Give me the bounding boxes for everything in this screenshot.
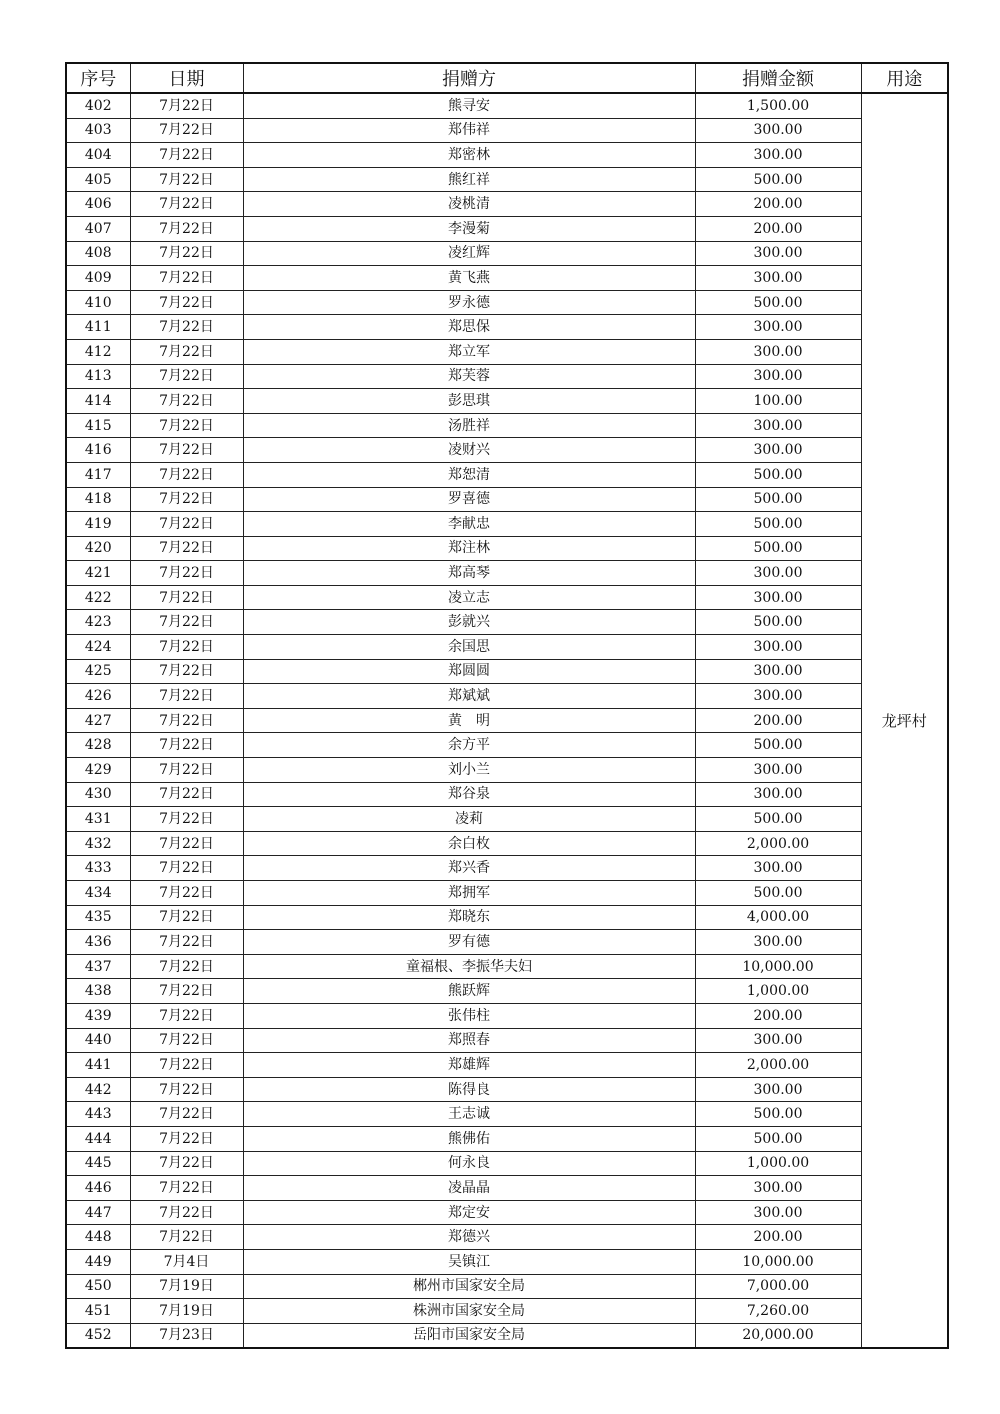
cell-donor: 熊红祥 [243, 167, 695, 192]
cell-date: 7月22日 [130, 831, 243, 856]
cell-amount: 1,000.00 [695, 1151, 861, 1176]
table-row [66, 659, 948, 684]
cell-seq: 428 [66, 733, 130, 758]
cell-seq: 412 [66, 339, 130, 364]
cell-donor: 王志诚 [243, 1102, 695, 1127]
cell-amount: 20,000.00 [695, 1323, 861, 1348]
cell-date: 7月22日 [130, 684, 243, 709]
cell-date: 7月22日 [130, 438, 243, 463]
cell-date: 7月22日 [130, 610, 243, 635]
table-row [66, 1200, 948, 1225]
cell-amount: 4,000.00 [695, 905, 861, 930]
table-row [66, 610, 948, 635]
table-row [66, 856, 948, 881]
table-row [66, 807, 948, 832]
cell-date: 7月22日 [130, 290, 243, 315]
cell-donor: 罗有德 [243, 930, 695, 955]
cell-date: 7月22日 [130, 93, 243, 118]
table-row [66, 881, 948, 906]
cell-donor: 凌财兴 [243, 438, 695, 463]
cell-amount: 2,000.00 [695, 831, 861, 856]
cell-seq: 402 [66, 93, 130, 118]
cell-amount: 500.00 [695, 290, 861, 315]
table-row [66, 635, 948, 660]
table-row [66, 1274, 948, 1299]
table-header [66, 63, 948, 93]
cell-date: 7月22日 [130, 143, 243, 168]
cell-donor: 李漫菊 [243, 216, 695, 241]
cell-seq: 417 [66, 462, 130, 487]
header-usage: 用途 [861, 63, 948, 93]
cell-amount: 300.00 [695, 438, 861, 463]
table-row [66, 364, 948, 389]
cell-amount: 300.00 [695, 1077, 861, 1102]
cell-seq: 423 [66, 610, 130, 635]
cell-amount: 300.00 [695, 561, 861, 586]
cell-donor: 黄 明 [243, 708, 695, 733]
table-body [66, 93, 948, 1348]
table-row [66, 1028, 948, 1053]
cell-donor: 郑德兴 [243, 1225, 695, 1250]
cell-seq: 451 [66, 1299, 130, 1324]
cell-donor: 郑圆圆 [243, 659, 695, 684]
cell-amount: 300.00 [695, 1028, 861, 1053]
cell-seq: 425 [66, 659, 130, 684]
cell-date: 7月22日 [130, 708, 243, 733]
cell-donor: 郑思保 [243, 315, 695, 340]
cell-amount: 2,000.00 [695, 1053, 861, 1078]
cell-amount: 500.00 [695, 807, 861, 832]
cell-seq: 450 [66, 1274, 130, 1299]
table-row [66, 758, 948, 783]
cell-donor: 郑斌斌 [243, 684, 695, 709]
cell-date: 7月22日 [130, 339, 243, 364]
cell-date: 7月22日 [130, 118, 243, 143]
cell-seq: 446 [66, 1176, 130, 1201]
cell-seq: 441 [66, 1053, 130, 1078]
cell-seq: 419 [66, 512, 130, 537]
header-row [66, 63, 948, 93]
cell-seq: 434 [66, 881, 130, 906]
cell-donor: 李献忠 [243, 512, 695, 537]
cell-donor: 张伟柱 [243, 1003, 695, 1028]
cell-seq: 439 [66, 1003, 130, 1028]
cell-seq: 407 [66, 216, 130, 241]
cell-seq: 440 [66, 1028, 130, 1053]
cell-seq: 406 [66, 192, 130, 217]
cell-donor: 彭就兴 [243, 610, 695, 635]
cell-amount: 200.00 [695, 708, 861, 733]
cell-seq: 432 [66, 831, 130, 856]
table-row [66, 561, 948, 586]
table-row [66, 782, 948, 807]
table-row [66, 290, 948, 315]
table-row [66, 192, 948, 217]
cell-date: 7月22日 [130, 192, 243, 217]
cell-seq: 404 [66, 143, 130, 168]
cell-amount: 10,000.00 [695, 954, 861, 979]
cell-date: 7月19日 [130, 1299, 243, 1324]
cell-amount: 500.00 [695, 610, 861, 635]
cell-date: 7月22日 [130, 881, 243, 906]
header-date: 日期 [130, 63, 243, 93]
cell-amount: 200.00 [695, 1225, 861, 1250]
cell-date: 7月22日 [130, 216, 243, 241]
cell-seq: 447 [66, 1200, 130, 1225]
table-row [66, 684, 948, 709]
cell-seq: 431 [66, 807, 130, 832]
cell-seq: 411 [66, 315, 130, 340]
cell-donor: 凌晶晶 [243, 1176, 695, 1201]
cell-donor: 何永良 [243, 1151, 695, 1176]
cell-donor: 余国思 [243, 635, 695, 660]
cell-date: 7月19日 [130, 1274, 243, 1299]
cell-donor: 童福根、李振华夫妇 [243, 954, 695, 979]
cell-date: 7月22日 [130, 930, 243, 955]
cell-amount: 300.00 [695, 315, 861, 340]
cell-donor: 吴镇江 [243, 1249, 695, 1274]
cell-date: 7月22日 [130, 979, 243, 1004]
cell-date: 7月22日 [130, 462, 243, 487]
table-row [66, 1102, 948, 1127]
cell-donor: 刘小兰 [243, 758, 695, 783]
cell-seq: 449 [66, 1249, 130, 1274]
cell-amount: 300.00 [695, 118, 861, 143]
cell-seq: 421 [66, 561, 130, 586]
cell-seq: 414 [66, 389, 130, 414]
cell-donor: 黄飞燕 [243, 266, 695, 291]
cell-amount: 500.00 [695, 733, 861, 758]
table-row [66, 339, 948, 364]
table-row [66, 216, 948, 241]
table-row [66, 930, 948, 955]
table-row [66, 512, 948, 537]
cell-seq: 408 [66, 241, 130, 266]
cell-donor: 熊寻安 [243, 93, 695, 118]
cell-date: 7月22日 [130, 905, 243, 930]
table-row [66, 1151, 948, 1176]
cell-date: 7月22日 [130, 413, 243, 438]
cell-date: 7月22日 [130, 635, 243, 660]
cell-donor: 熊跃辉 [243, 979, 695, 1004]
cell-amount: 500.00 [695, 487, 861, 512]
cell-donor: 凌红辉 [243, 241, 695, 266]
table-row [66, 438, 948, 463]
cell-amount: 7,000.00 [695, 1274, 861, 1299]
table-row [66, 487, 948, 512]
cell-amount: 300.00 [695, 930, 861, 955]
cell-donor: 余方平 [243, 733, 695, 758]
table-row [66, 143, 948, 168]
cell-amount: 1,000.00 [695, 979, 861, 1004]
cell-date: 7月22日 [130, 266, 243, 291]
cell-seq: 409 [66, 266, 130, 291]
table-row [66, 1053, 948, 1078]
cell-amount: 500.00 [695, 1126, 861, 1151]
cell-donor: 郑立军 [243, 339, 695, 364]
cell-donor: 郑伟祥 [243, 118, 695, 143]
cell-date: 7月22日 [130, 1225, 243, 1250]
cell-donor: 汤胜祥 [243, 413, 695, 438]
cell-amount: 300.00 [695, 241, 861, 266]
table-row [66, 831, 948, 856]
header-donor: 捐赠方 [243, 63, 695, 93]
header-amount: 捐赠金额 [695, 63, 861, 93]
cell-seq: 452 [66, 1323, 130, 1348]
cell-date: 7月22日 [130, 954, 243, 979]
cell-date: 7月22日 [130, 733, 243, 758]
table-row [66, 93, 948, 118]
table-row [66, 1176, 948, 1201]
cell-date: 7月22日 [130, 241, 243, 266]
cell-amount: 300.00 [695, 635, 861, 660]
cell-donor: 凌莉 [243, 807, 695, 832]
cell-seq: 436 [66, 930, 130, 955]
cell-amount: 500.00 [695, 1102, 861, 1127]
cell-seq: 444 [66, 1126, 130, 1151]
cell-seq: 435 [66, 905, 130, 930]
cell-amount: 300.00 [695, 856, 861, 881]
cell-amount: 500.00 [695, 536, 861, 561]
table-row [66, 1225, 948, 1250]
cell-donor: 郑兴香 [243, 856, 695, 881]
cell-donor: 郑拥军 [243, 881, 695, 906]
cell-amount: 300.00 [695, 659, 861, 684]
cell-donor: 罗永德 [243, 290, 695, 315]
cell-donor: 彭思琪 [243, 389, 695, 414]
cell-amount: 300.00 [695, 1200, 861, 1225]
cell-donor: 郑谷泉 [243, 782, 695, 807]
cell-date: 7月23日 [130, 1323, 243, 1348]
table-row [66, 167, 948, 192]
cell-seq: 413 [66, 364, 130, 389]
cell-date: 7月22日 [130, 585, 243, 610]
cell-seq: 433 [66, 856, 130, 881]
cell-seq: 415 [66, 413, 130, 438]
cell-date: 7月22日 [130, 512, 243, 537]
cell-seq: 437 [66, 954, 130, 979]
table-row [66, 266, 948, 291]
cell-amount: 300.00 [695, 782, 861, 807]
cell-seq: 410 [66, 290, 130, 315]
cell-donor: 凌桃清 [243, 192, 695, 217]
cell-seq: 405 [66, 167, 130, 192]
table-row [66, 413, 948, 438]
cell-seq: 418 [66, 487, 130, 512]
cell-amount: 300.00 [695, 364, 861, 389]
cell-donor: 郑恕清 [243, 462, 695, 487]
table-row [66, 905, 948, 930]
cell-date: 7月22日 [130, 1151, 243, 1176]
table-row [66, 979, 948, 1004]
cell-date: 7月22日 [130, 807, 243, 832]
cell-date: 7月22日 [130, 659, 243, 684]
cell-donor: 郑定安 [243, 1200, 695, 1225]
cell-date: 7月22日 [130, 1028, 243, 1053]
table-row [66, 1299, 948, 1324]
cell-amount: 300.00 [695, 266, 861, 291]
cell-amount: 1,500.00 [695, 93, 861, 118]
cell-donor: 株洲市国家安全局 [243, 1299, 695, 1324]
cell-date: 7月22日 [130, 1200, 243, 1225]
cell-date: 7月22日 [130, 782, 243, 807]
cell-date: 7月22日 [130, 1077, 243, 1102]
cell-seq: 420 [66, 536, 130, 561]
cell-donor: 郑晓东 [243, 905, 695, 930]
table-row [66, 1126, 948, 1151]
cell-donor: 郑注林 [243, 536, 695, 561]
cell-seq: 438 [66, 979, 130, 1004]
cell-seq: 430 [66, 782, 130, 807]
cell-date: 7月22日 [130, 487, 243, 512]
donation-table [65, 62, 949, 1349]
cell-donor: 余白枚 [243, 831, 695, 856]
table-row [66, 241, 948, 266]
cell-amount: 300.00 [695, 339, 861, 364]
cell-amount: 500.00 [695, 462, 861, 487]
cell-donor: 熊佛佑 [243, 1126, 695, 1151]
cell-donor: 岳阳市国家安全局 [243, 1323, 695, 1348]
cell-amount: 300.00 [695, 684, 861, 709]
cell-amount: 300.00 [695, 1176, 861, 1201]
cell-amount: 300.00 [695, 585, 861, 610]
cell-donor: 郴州市国家安全局 [243, 1274, 695, 1299]
cell-seq: 424 [66, 635, 130, 660]
cell-amount: 300.00 [695, 758, 861, 783]
cell-seq: 422 [66, 585, 130, 610]
cell-donor: 罗喜德 [243, 487, 695, 512]
cell-date: 7月22日 [130, 364, 243, 389]
cell-date: 7月22日 [130, 1102, 243, 1127]
cell-date: 7月22日 [130, 536, 243, 561]
table-row [66, 315, 948, 340]
cell-date: 7月22日 [130, 561, 243, 586]
table-row [66, 585, 948, 610]
cell-amount: 500.00 [695, 881, 861, 906]
table-row [66, 462, 948, 487]
table-row [66, 733, 948, 758]
cell-amount: 7,260.00 [695, 1299, 861, 1324]
cell-amount: 500.00 [695, 167, 861, 192]
cell-seq: 427 [66, 708, 130, 733]
cell-seq: 445 [66, 1151, 130, 1176]
cell-seq: 429 [66, 758, 130, 783]
cell-amount: 300.00 [695, 413, 861, 438]
table-row [66, 118, 948, 143]
header-seq: 序号 [66, 63, 130, 93]
table-row [66, 1077, 948, 1102]
cell-donor: 郑高琴 [243, 561, 695, 586]
cell-date: 7月22日 [130, 1053, 243, 1078]
cell-donor: 凌立志 [243, 585, 695, 610]
table-row [66, 954, 948, 979]
cell-date: 7月22日 [130, 1126, 243, 1151]
cell-donor: 陈得良 [243, 1077, 695, 1102]
cell-amount: 300.00 [695, 143, 861, 168]
cell-amount: 200.00 [695, 1003, 861, 1028]
cell-donor: 郑芙蓉 [243, 364, 695, 389]
cell-date: 7月22日 [130, 389, 243, 414]
table-row [66, 708, 948, 733]
cell-seq: 416 [66, 438, 130, 463]
cell-donor: 郑密林 [243, 143, 695, 168]
cell-date: 7月22日 [130, 167, 243, 192]
cell-donor: 郑照春 [243, 1028, 695, 1053]
cell-date: 7月22日 [130, 1003, 243, 1028]
cell-amount: 100.00 [695, 389, 861, 414]
cell-seq: 442 [66, 1077, 130, 1102]
table-row [66, 1003, 948, 1028]
cell-date: 7月4日 [130, 1249, 243, 1274]
cell-date: 7月22日 [130, 315, 243, 340]
table-row [66, 1249, 948, 1274]
cell-donor: 郑雄辉 [243, 1053, 695, 1078]
cell-seq: 443 [66, 1102, 130, 1127]
cell-amount: 500.00 [695, 512, 861, 537]
cell-seq: 403 [66, 118, 130, 143]
cell-date: 7月22日 [130, 1176, 243, 1201]
cell-seq: 448 [66, 1225, 130, 1250]
cell-amount: 10,000.00 [695, 1249, 861, 1274]
cell-amount: 200.00 [695, 216, 861, 241]
table-row [66, 1323, 948, 1348]
cell-date: 7月22日 [130, 758, 243, 783]
cell-usage: 龙坪村 [861, 93, 948, 1348]
cell-date: 7月22日 [130, 856, 243, 881]
cell-amount: 200.00 [695, 192, 861, 217]
table-row [66, 389, 948, 414]
cell-seq: 426 [66, 684, 130, 709]
table-row [66, 536, 948, 561]
